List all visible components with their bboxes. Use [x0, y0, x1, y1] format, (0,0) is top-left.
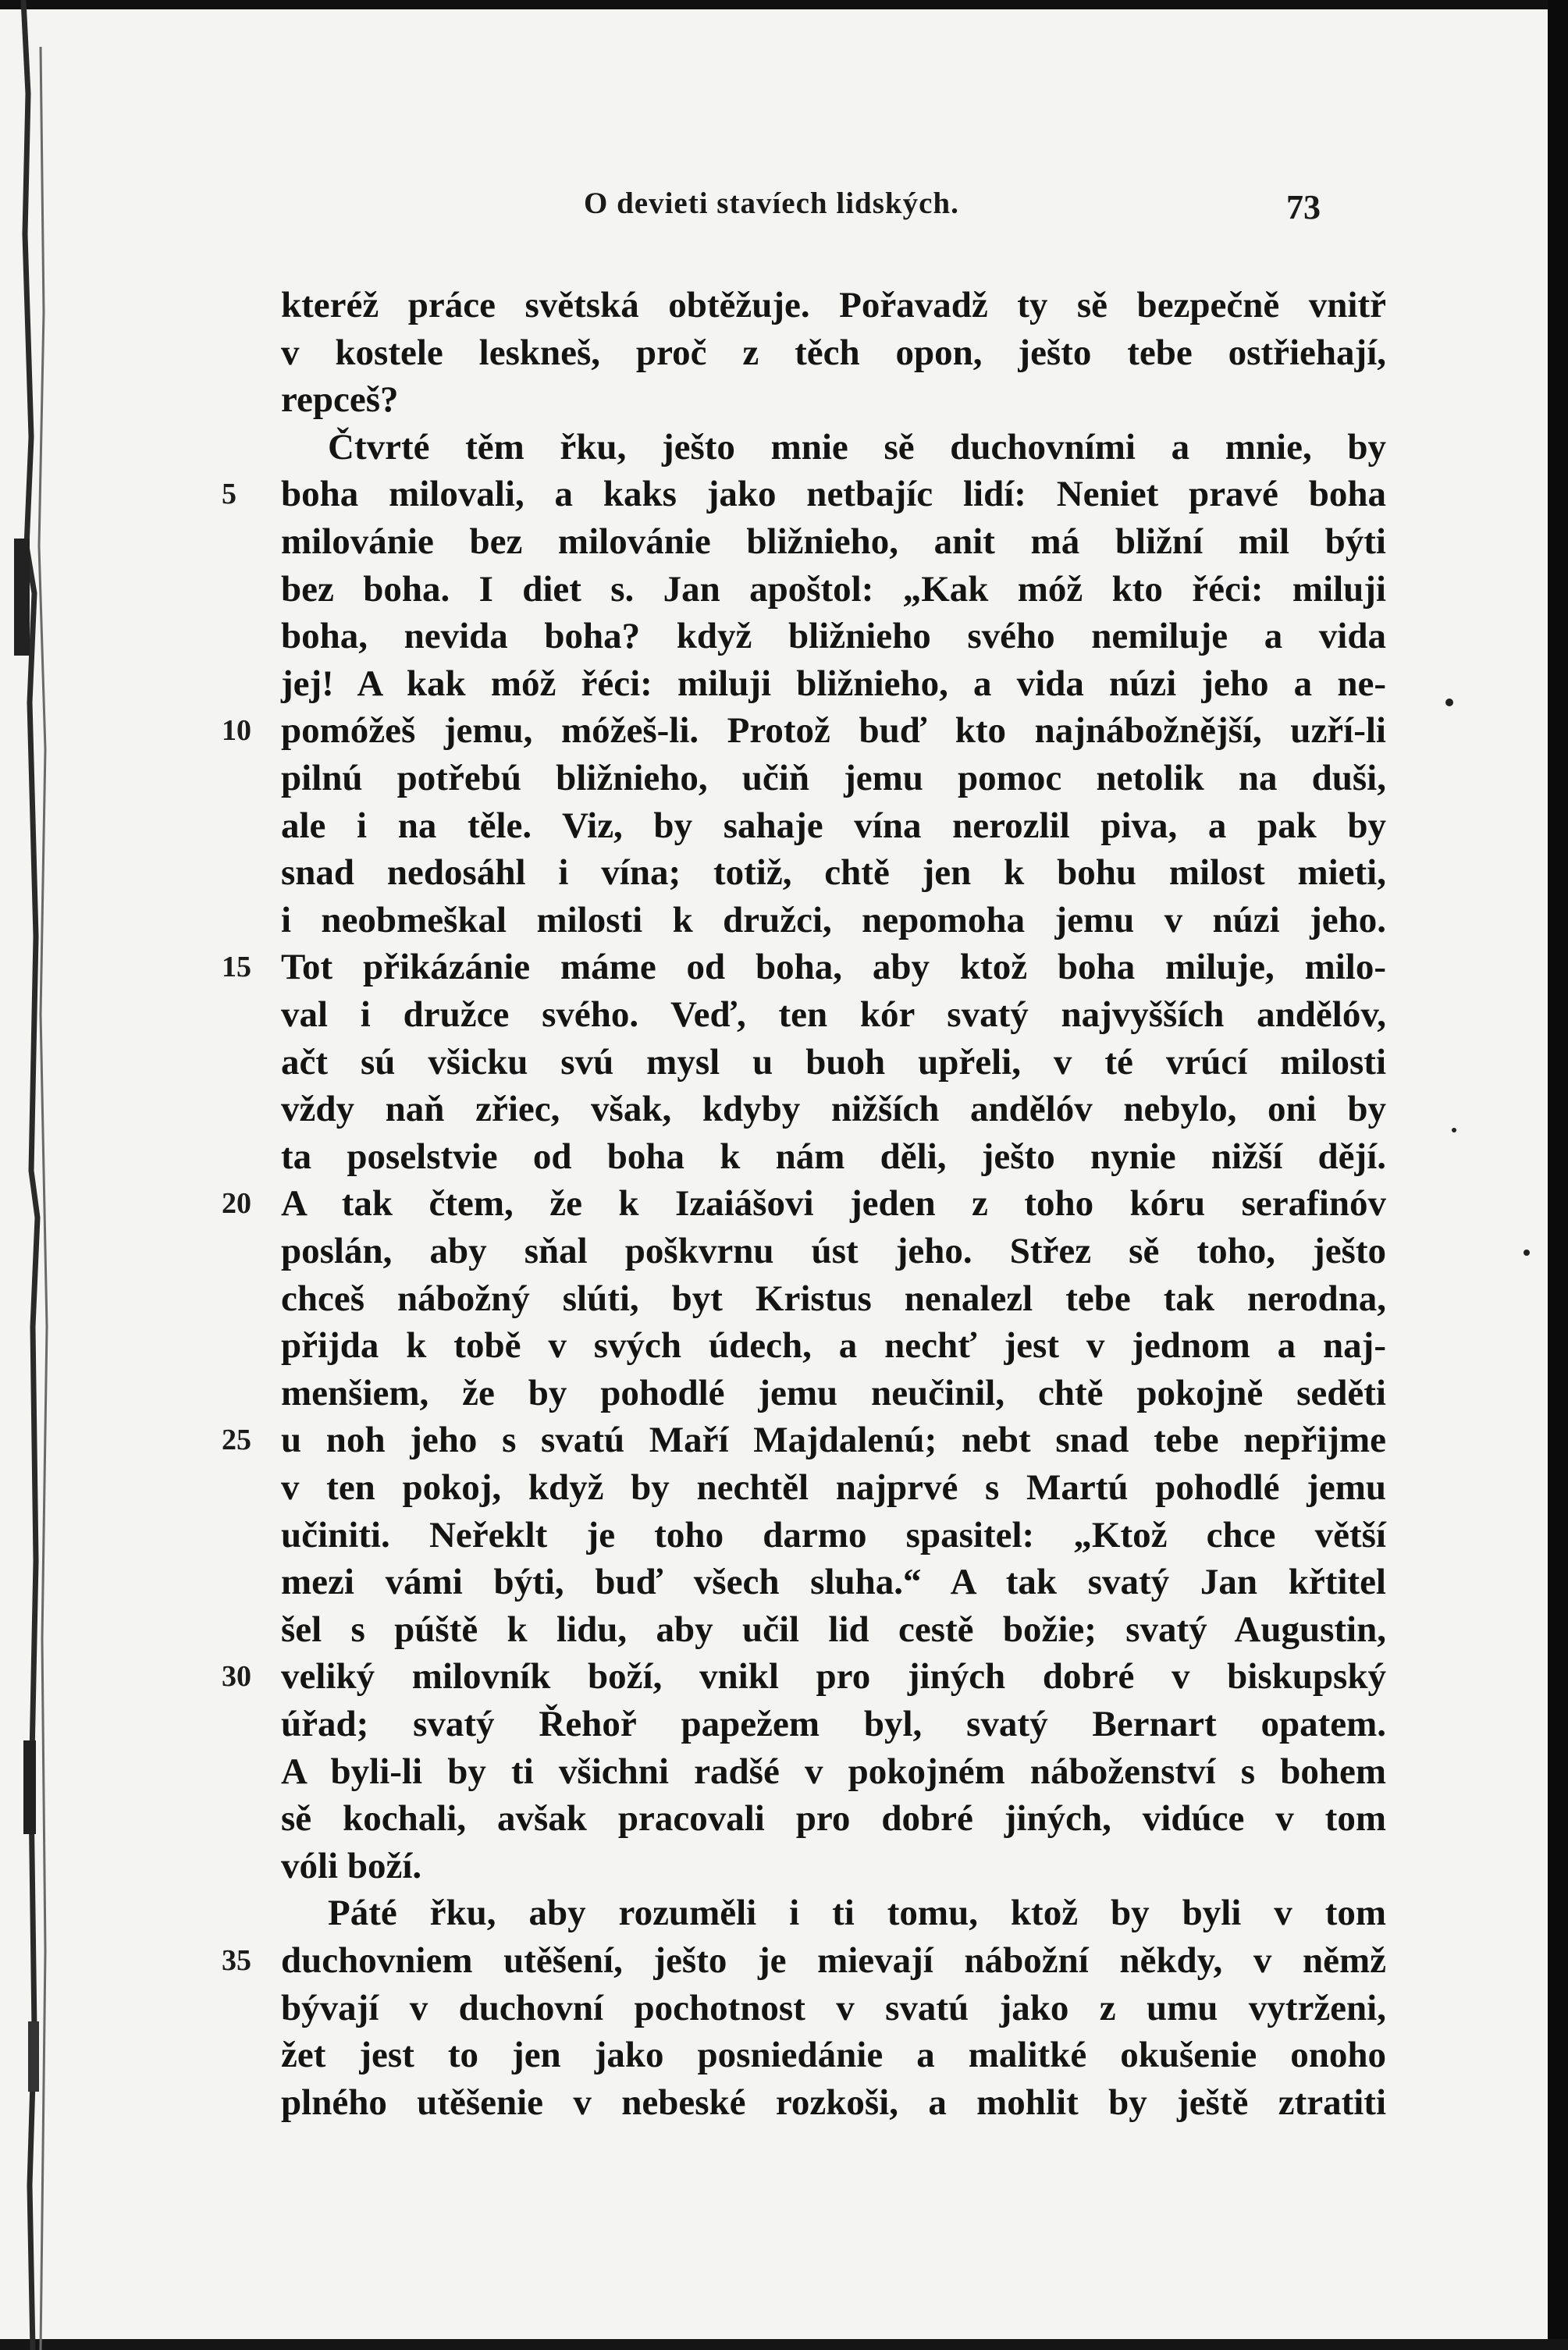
- ink-speck: [1452, 1128, 1456, 1132]
- line-number: 5: [222, 478, 236, 510]
- text-line: veliký milovník boží, vnikl pro jiných dobré v biskupský: [281, 1656, 1386, 1697]
- text-line: u noh jeho s svatú Maří Majdalenú; nebt snad tebe nepřijme: [281, 1420, 1386, 1460]
- line-number: 10: [222, 714, 251, 747]
- text-line: Tot přikázánie máme od boha, aby ktož boha miluje, milo-: [281, 947, 1386, 987]
- text-line: Páté řku, aby rozuměli i ti tomu, ktož by byli v tom: [328, 1893, 1386, 1933]
- text-line: jej! A kak móž řéci: miluji bližnieho, a vida núzi jeho a ne-: [281, 663, 1386, 704]
- text-line: pomóžeš jemu, móžeš-li. Protož buď kto najnábožnější, uzří-li: [281, 710, 1386, 751]
- text-line: menšiem, že by pohodlé jemu neučinil, chtě pokojně seděti: [281, 1373, 1386, 1413]
- line-number: 15: [222, 951, 251, 983]
- text-line: repceš?: [281, 379, 399, 420]
- text-line: přijda k tobě v svých údech, a nechť jest v jednom a naj-: [281, 1325, 1386, 1366]
- text-line: snad nedosáhl i vína; totiž, chtě jen k bohu milost mieti,: [281, 852, 1386, 893]
- line-number: 35: [222, 1944, 251, 1977]
- text-line: mezi vámi býti, buď všech sluha.“ A tak svatý Jan křtitel: [281, 1562, 1386, 1602]
- page-number: 73: [1286, 188, 1321, 226]
- line-number: 25: [222, 1424, 251, 1456]
- text-line: sě kochali, avšak pracovali pro dobré jiných, vidúce v tom: [281, 1798, 1386, 1839]
- text-line: milovánie bez milovánie bližnieho, anit má bližní mil býti: [281, 521, 1386, 562]
- text-line: Čtvrté těm řku, ješto mnie sě duchovními a mnie, by: [328, 427, 1386, 468]
- scan-border-top: [0, 0, 1568, 9]
- text-line: šel s púště k lidu, aby učil lid cestě božie; svatý Augustin,: [281, 1609, 1386, 1650]
- text-line: vóli boží.: [281, 1846, 422, 1886]
- text-line: žet jest to jen jako posniedánie a malitké okušenie onoho: [281, 2035, 1386, 2075]
- page-header: [0, 181, 1568, 236]
- text-line: A byli-li by ti všichni radšé v pokojném náboženství s bohem: [281, 1751, 1386, 1792]
- text-line: učiniti. Neřeklt je toho darmo spasitel: „Ktož chce větší: [281, 1515, 1386, 1555]
- text-line: ta poselstvie od boha k nám děli, ješto nynie nižší dějí.: [281, 1136, 1386, 1177]
- text-line: chceš nábožný slúti, byt Kristus nenalezl tebe tak nerodna,: [281, 1278, 1386, 1319]
- text-line: ale i na těle. Viz, by sahaje vína nerozlil piva, a pak by: [281, 805, 1386, 846]
- text-line: ačt sú všicku svú mysl u buoh upřeli, v té vrúcí milosti: [281, 1042, 1386, 1083]
- text-line: úřad; svatý Řehoř papežem byl, svatý Bernart opatem.: [281, 1704, 1386, 1744]
- text-line: kteréž práce světská obtěžuje. Pořavadž ty sě bezpečně vnitř: [281, 285, 1386, 325]
- text-line: bývají v duchovní pochotnost v svatú jako z umu vytrženi,: [281, 1988, 1386, 2028]
- text-line: v kostele leskneš, proč z těch opon, ješto tebe ostřiehají,: [281, 332, 1386, 373]
- text-line: boha milovali, a kaks jako netbajíc lidí: Neniet pravé boha: [281, 474, 1386, 514]
- text-line: plného utěšenie v nebeské rozkoši, a mohlit by ještě ztratiti: [281, 2082, 1386, 2123]
- text-line: duchovniem utěšení, ješto je mievají nábožní někdy, v němž: [281, 1940, 1386, 1981]
- running-title: O devieti stavíech lidských.: [584, 187, 959, 220]
- text-line: boha, nevida boha? když bližnieho svého nemiluje a vida: [281, 616, 1386, 656]
- line-number: 30: [222, 1660, 251, 1693]
- text-line: bez boha. I diet s. Jan apoštol: „Kak móž kto řéci: miluji: [281, 569, 1386, 610]
- line-number: 20: [222, 1187, 251, 1220]
- text-line: i neobmeškal milosti k družci, nepomoha jemu v núzi jeho.: [281, 900, 1386, 940]
- ink-speck: [1445, 699, 1453, 706]
- text-line: v ten pokoj, když by nechtěl najprvé s Martú pohodlé jemu: [281, 1467, 1386, 1508]
- scan-border-right: [1548, 0, 1568, 2350]
- text-line: val i družce svého. Veď, ten kór svatý najvyšších andělóv,: [281, 994, 1386, 1035]
- text-line: A tak čtem, že k Izaiášovi jeden z toho kóru serafinóv: [281, 1183, 1386, 1224]
- ink-speck: [1524, 1250, 1530, 1256]
- scan-border-bottom: [0, 2339, 1568, 2350]
- text-line: pilnú potřebú bližnieho, učiň jemu pomoc netolik na duši,: [281, 758, 1386, 798]
- text-line: poslán, aby sňal poškvrnu úst jeho. Střez sě toho, ješto: [281, 1231, 1386, 1271]
- page-binding-edge: [0, 0, 74, 2350]
- text-line: vždy naň zřiec, však, kdyby nižších andělóv nebylo, oni by: [281, 1089, 1386, 1129]
